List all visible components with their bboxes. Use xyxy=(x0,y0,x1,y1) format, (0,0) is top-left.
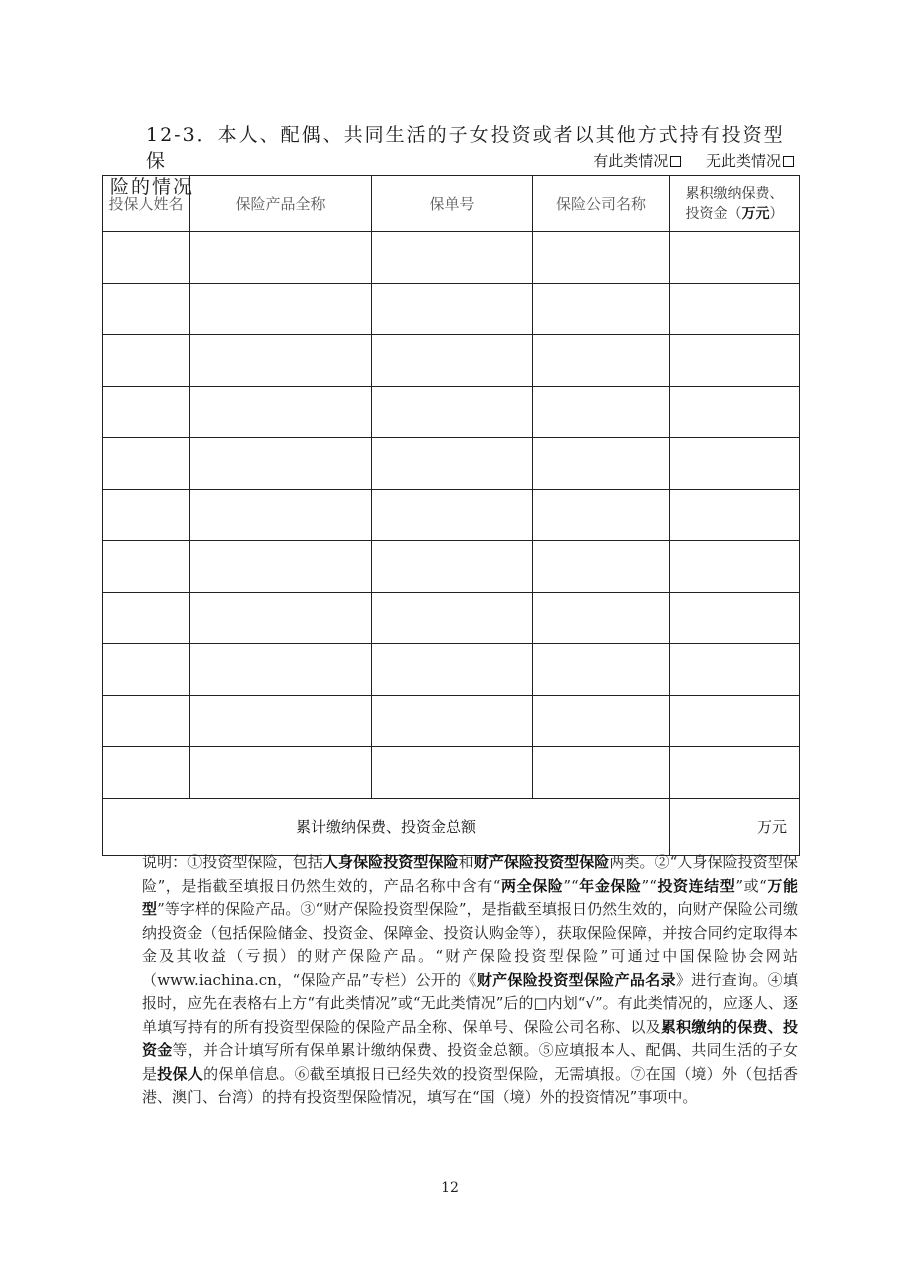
table-cell[interactable] xyxy=(670,232,800,284)
table-cell[interactable] xyxy=(533,232,670,284)
table-cell[interactable] xyxy=(190,283,372,335)
table-cell[interactable] xyxy=(190,489,372,541)
instructions-text: 说明：①投资型保险，包括人身保险投资型保险和财产保险投资型保险两类。②“人身保险投资型保险”，是指截至填报日仍然生效的，产品名称中含有“两全保险”“年金保险”“投资连结型”或“万能型”等字样的保险产品。③“财产保险投资型保险”，是指截至填报日仍然生效的，向财产保险公司缴纳投资金（包括保险储金、投资金、保障金、投资认购金等），获取保险保障，并按合同约定取得本金及其收益（亏损）的财产保险产品。“财产保险投资型保险”可通过中国保险协会网站（www.iachina.cn，“保险产品”专栏）公开的《财产保险投资型保险产品名录》进行查询。④填报时，应先在表格右上方“有此类情况”或“无此类情况”后的□内划“√”。有此类情况的，应逐人、逐单填写持有的所有投资型保险的保险产品全称、保单号、保险公司名称、以及累积缴纳的保费、投资金等，并合计填写所有保单累计缴纳保费、投资金总额。⑤应填报本人、配偶、共同生活的子女是投保人的保单信息。⑥截至填报日已经失效的投资型保险，无需填报。⑦在国（境）外（包括香港、澳门、台湾）的持有投资型保险情况，填写在“国（境）外的投资情况”事项中。 xyxy=(142,853,798,1106)
table-cell[interactable] xyxy=(670,644,800,696)
table-cell[interactable] xyxy=(372,489,533,541)
header-company-name: 保险公司名称 xyxy=(533,176,670,232)
has-case-label: 有此类情况 xyxy=(593,152,669,170)
table-cell[interactable] xyxy=(372,541,533,593)
table-row xyxy=(103,438,800,490)
table-cell[interactable] xyxy=(533,541,670,593)
table-cell[interactable] xyxy=(190,335,372,387)
emph-endowment: 两全保险 xyxy=(500,876,564,895)
table-cell[interactable] xyxy=(670,283,800,335)
instructions xyxy=(104,851,798,1110)
section-title-line1: 12-3．本人、配偶、共同生活的子女投资或者以其他方式持有投资型保 xyxy=(146,124,785,172)
table-row xyxy=(103,541,800,593)
table-body xyxy=(103,232,800,799)
table-cell[interactable] xyxy=(372,386,533,438)
table-cell[interactable] xyxy=(372,644,533,696)
emph-unit-linked: 投资连结型 xyxy=(656,876,736,895)
table-cell[interactable] xyxy=(670,592,800,644)
table-cell[interactable] xyxy=(533,695,670,747)
header-cumulative-premium xyxy=(670,176,800,232)
table-cell[interactable] xyxy=(190,695,372,747)
has-case-option[interactable] xyxy=(593,152,681,170)
table-cell[interactable] xyxy=(372,283,533,335)
page-number: 12 xyxy=(441,1180,459,1196)
table-row xyxy=(103,489,800,541)
table-cell[interactable] xyxy=(103,695,190,747)
table-cell[interactable] xyxy=(103,489,190,541)
table-cell[interactable] xyxy=(670,747,800,799)
table-cell[interactable] xyxy=(670,489,800,541)
total-unit: 万元 xyxy=(756,818,787,836)
no-case-option[interactable] xyxy=(706,152,794,170)
table-cell[interactable] xyxy=(372,592,533,644)
table-cell[interactable] xyxy=(670,541,800,593)
table-cell[interactable] xyxy=(533,438,670,490)
status-options xyxy=(573,150,794,172)
table-cell[interactable] xyxy=(103,335,190,387)
total-label: 累计缴纳保费、投资金总额 xyxy=(103,798,670,855)
header-cumulative-premium-line2: 投资金（万元） xyxy=(685,205,784,222)
table-cell[interactable] xyxy=(103,283,190,335)
table-row xyxy=(103,335,800,387)
table-cell[interactable] xyxy=(103,541,190,593)
header-policy-number: 保单号 xyxy=(372,176,533,232)
table-header-row xyxy=(103,176,800,232)
section-title-line2: 险的情况 xyxy=(110,176,195,198)
table-cell[interactable] xyxy=(190,232,372,284)
table-cell[interactable] xyxy=(533,283,670,335)
header-product-name: 保险产品全称 xyxy=(190,176,372,232)
emph-universal: 万能型 xyxy=(142,876,798,918)
table-cell[interactable] xyxy=(190,644,372,696)
table-row xyxy=(103,695,800,747)
emph-personal-insurance: 人身保险投资型保险 xyxy=(322,853,459,871)
insurance-table xyxy=(102,175,800,856)
table-cell[interactable] xyxy=(372,232,533,284)
table-cell[interactable] xyxy=(670,386,800,438)
table-row xyxy=(103,592,800,644)
table-cell[interactable] xyxy=(533,592,670,644)
no-case-label: 无此类情况 xyxy=(705,152,781,170)
emph-policyholder: 投保人 xyxy=(157,1064,204,1083)
header-policyholder-name: 投保人姓名 xyxy=(103,176,190,232)
table-cell[interactable] xyxy=(670,335,800,387)
table-cell[interactable] xyxy=(190,747,372,799)
table-cell[interactable] xyxy=(533,489,670,541)
emph-cumulative-premium: 累积缴纳的保费、投资金 xyxy=(142,1017,798,1059)
table-cell[interactable] xyxy=(190,592,372,644)
table-cell[interactable] xyxy=(190,438,372,490)
table-cell[interactable] xyxy=(670,695,800,747)
table-cell[interactable] xyxy=(372,335,533,387)
header-cumulative-premium-line1: 累积缴纳保费、 xyxy=(685,185,784,202)
table-row xyxy=(103,232,800,284)
table-row xyxy=(103,747,800,799)
table-cell[interactable] xyxy=(533,335,670,387)
has-case-checkbox[interactable] xyxy=(670,156,681,167)
table-row xyxy=(103,283,800,335)
table-cell[interactable] xyxy=(372,747,533,799)
table-cell[interactable] xyxy=(103,747,190,799)
table-cell[interactable] xyxy=(670,438,800,490)
table-row xyxy=(103,386,800,438)
table-cell[interactable] xyxy=(103,644,190,696)
total-row xyxy=(103,798,800,855)
header-unit: 万元 xyxy=(741,205,770,222)
table-cell[interactable] xyxy=(190,541,372,593)
table-cell[interactable] xyxy=(103,232,190,284)
table-cell[interactable] xyxy=(103,386,190,438)
table-cell[interactable] xyxy=(190,386,372,438)
emph-product-catalog: 财产保险投资型保险产品名录 xyxy=(476,970,676,989)
table-cell[interactable] xyxy=(372,438,533,490)
table-row xyxy=(103,644,800,696)
total-amount-cell[interactable] xyxy=(670,798,800,855)
table-cell[interactable] xyxy=(103,438,190,490)
table-cell[interactable] xyxy=(533,644,670,696)
table-cell[interactable] xyxy=(103,592,190,644)
table-cell[interactable] xyxy=(372,695,533,747)
emph-annuity: 年金保险 xyxy=(578,876,642,895)
table-cell[interactable] xyxy=(533,386,670,438)
emph-property-insurance: 财产保险投资型保险 xyxy=(473,853,610,871)
table-cell[interactable] xyxy=(533,747,670,799)
no-case-checkbox[interactable] xyxy=(783,156,794,167)
